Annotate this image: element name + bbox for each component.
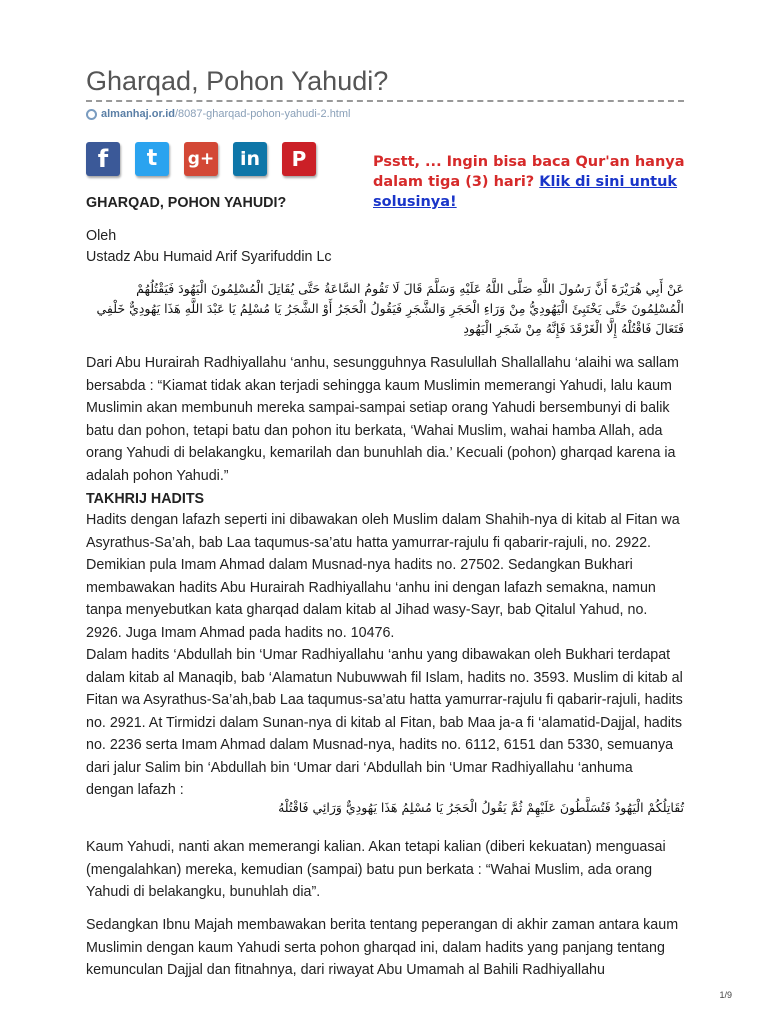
url-path[interactable]: /8087-gharqad-pohon-yahudi-2.html: [174, 108, 351, 120]
paragraph-takhrij-2: Dalam hadits ‘Abdullah bin ‘Umar Radhiyallahu ‘anhu yang dibawakan oleh Bukhari terdapat dalam kitab al Manaqib, bab ‘Alamatun Nubuwwah fil Islam, hadits no. 3593. Muslim di kitab al Fitan wa Asyrathus-Sa’ah,bab Laa taqumus-sa’atu hatta yamurrar-rajulu fi qabarir-rajuli, hadits no. 2921. At Tirmidzi dalam Sunan-nya di kitab al Fitan, bab Maa ja-a fi ‘alamatid-Dajjal, hadits no. 2236 serta Imam Ahmad dalam Musnad-nya, hadits no. 6112, 6151 dan 5330, semuanya dari jalur Salim bin ‘Abdullah bin ‘Umar dari ‘Abdullah bin ‘Umar Radhiyallahu ‘anhuma dengan lafazh :: [86, 647, 683, 798]
promo-link[interactable]: Klik di sini untuk solusinya!: [373, 174, 678, 210]
facebook-share-button[interactable]: [86, 142, 120, 176]
arabic-hadith-2: تُقَاتِلُكُمْ الْيَهُودُ فَتُسَلَّطُونَ عَلَيْهِمْ ثُمَّ يَقُولُ الْحَجَرُ يَا مُسْلِمُ هَذَا يَهُودِيٌّ وَرَائِي فَاقْتُلْهُ: [278, 800, 684, 815]
paragraph-ibnu-majah: Sedangkan Ibnu Majah membawakan berita tentang peperangan di akhir zaman antara kaum Muslimin dengan kaum Yahudi serta pohon gharqad ini, dalam hadits yang panjang tentang kemunculan Dajjal dan fitnahnya, dari riwayat Abu Umamah al Bahili Radhiyallahu: [86, 917, 679, 978]
googleplus-share-button[interactable]: [184, 142, 218, 176]
googleplus-icon: g+: [187, 149, 215, 169]
pinterest-icon: P: [291, 147, 307, 171]
paragraph-translation-2: Kaum Yahudi, nanti akan memerangi kalian. Akan tetapi kalian (diberi kekuatan) menguasai (mengalahkan) mereka, kemudian (sampai) batu pun berkata : “Wahai Muslim, ada orang Yahudi di belakangku, bunuhlah dia”.: [86, 839, 666, 900]
section-heading-takhrij: TAKHRIJ HADITS: [86, 491, 205, 507]
promo-text: Psstt, ... Ingin bisa baca Qur'an hanya dalam tiga (3) hari?: [373, 154, 685, 190]
article-heading: GHARQAD, POHON YAHUDI?: [86, 195, 287, 211]
page-number: 1/9: [719, 990, 732, 1000]
title-divider: [86, 100, 684, 102]
arabic-hadith-1: عَنْ أَبِي هُرَيْرَةَ أَنَّ رَسُولَ اللَّهِ صَلَّى اللَّهُ عَلَيْهِ وَسَلَّمَ قَالَ لَا تَقُومُ السَّاعَةُ حَتَّى يُقَاتِلَ الْمُسْلِمُونَ الْيَهُودَ فَيَقْتُلُهُمْ الْمُسْلِمُونَ حَتَّى يَخْتَبِئَ الْيَهُودِيُّ مِنْ وَرَاءِ الْحَجَرِ وَالشَّجَرِ فَيَقُولُ الْحَجَرُ أَوْ الشَّجَرُ يَا مُسْلِمُ يَا عَبْدَ اللَّهِ هَذَا يَهُودِيٌّ خَلْفِي فَتَعَالَ فَاقْتُلْهُ إِلَّا الْغَرْقَدَ فَإِنَّهُ مِنْ شَجَرِ الْيَهُودِ: [96, 281, 684, 336]
pinterest-share-button[interactable]: [282, 142, 316, 176]
byline-label: Oleh: [86, 228, 117, 244]
article-title: Gharqad, Pohon Yahudi?: [86, 66, 389, 96]
source-url[interactable]: [86, 108, 350, 120]
paragraph-translation: Dari Abu Hurairah Radhiyallahu ‘anhu, sesungguhnya Rasulullah Shallallahu ‘alaihi wa sallam bersabda : “Kiamat tidak akan terjadi sehingga kaum Muslimin memerangi Yahudi, lalu kaum Muslimin akan membunuh mereka sampai-sampai setiap orang Yahudi bersembunyi di balik batu dan pohon, tetapi batu dan pohon itu berkata, ‘Wahai Muslim, wahai hamba Allah, ada orang Yahudi di belakangku, kemarilah dan bunuhlah dia.’ Kecuali (pohon) gharqad karena ia adalah pohon Yahudi.”: [86, 355, 679, 484]
link-icon: [86, 109, 97, 120]
url-domain[interactable]: almanhaj.or.id: [101, 108, 175, 120]
linkedin-icon: in: [239, 148, 261, 170]
facebook-icon: f: [97, 145, 109, 173]
author-name: Ustadz Abu Humaid Arif Syarifuddin Lc: [86, 249, 332, 265]
paragraph-takhrij-1: Hadits dengan lafazh seperti ini dibawakan oleh Muslim dalam Shahih-nya di kitab al Fitan wa Asyrathus-Sa’ah, bab Laa taqumus-sa’atu hatta yamurrar-rajulu fi qabarir-rajuli, no. 2922. Demikian pula Imam Ahmad dalam Musnad-nya hadits no. 27502. Sedangkan Bukhari membawakan hadits Abu Hurairah Radhiyallahu ‘anhu ini dengan lafazh semakna, namun tanpa menyebutkan kata gharqad dalam kitab al Jihad wasy-Sayr, bab Qitalul Yahud, no. 2926. Juga Imam Ahmad pada hadits no. 10476.: [86, 512, 680, 641]
twitter-icon: t: [146, 146, 158, 171]
linkedin-share-button[interactable]: [233, 142, 267, 176]
twitter-share-button[interactable]: [135, 142, 169, 176]
